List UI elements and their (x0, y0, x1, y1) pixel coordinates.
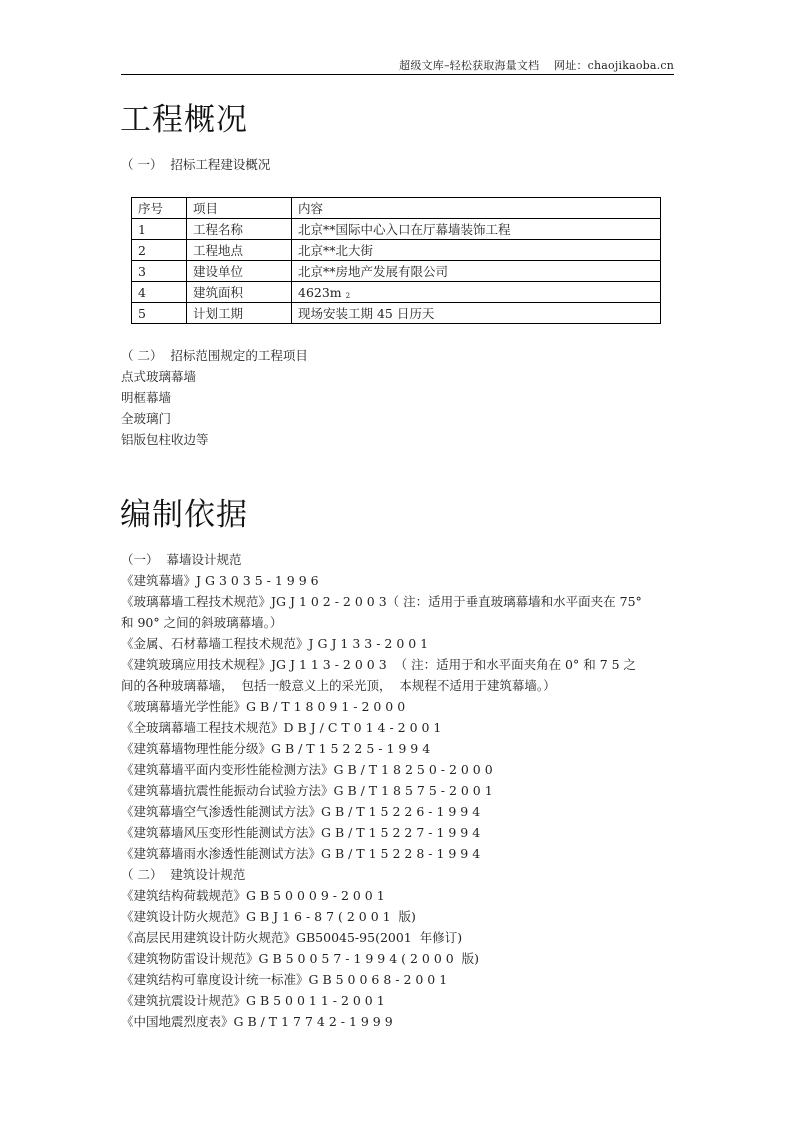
table-cell: 北京**房地产发展有限公司 (292, 261, 661, 282)
spec-line: 和 90° 之间的斜玻璃幕墙。） (121, 615, 283, 630)
table-row (132, 240, 661, 261)
spec-line: 《建筑幕墙雨水渗透性能测试方法》G B / T 1 5 2 2 8 - 1 9 9 4 (121, 846, 481, 861)
table-cell: 4 (132, 282, 187, 303)
table-header-cell: 内容 (292, 198, 661, 219)
table-header-cell: 序号 (132, 198, 187, 219)
scope-item: 明框幕墙 (121, 390, 172, 405)
table-cell (292, 282, 661, 303)
scope-item: 全玻璃门 (121, 411, 172, 426)
spec-line: 《中国地震烈度表》G B / T 1 7 7 4 2 - 1 9 9 9 (121, 1014, 393, 1029)
spec-line: 《全玻璃幕墙工程技术规范》D B J / C T 0 1 4 - 2 0 0 1 (121, 720, 442, 735)
table-cell: 计划工期 (187, 303, 292, 324)
table-cell: 北京**国际中心入口在厅幕墙装饰工程 (292, 219, 661, 240)
page-header (121, 56, 674, 75)
table-cell: 5 (132, 303, 187, 324)
spec-line: 《建筑抗震设计规范》G B 5 0 0 1 1 - 2 0 0 1 (121, 993, 385, 1008)
table-cell: 建筑面积 (187, 282, 292, 303)
spec-line: 《建筑设计防火规范》G B J 1 6 - 8 7 ( 2 0 0 1 版) (121, 909, 416, 924)
spec-line: 《玻璃幕墙工程技术规范》JG J 1 0 2 - 2 0 0 3（ 注：适用于垂直玻璃幕墙和水平面夹在 75° (121, 594, 642, 609)
table-header-row (132, 198, 661, 219)
table-cell: 现场安装工期 45 日历天 (292, 303, 661, 324)
table-cell: 工程地点 (187, 240, 292, 261)
section-title-overview: 工程概况 (120, 102, 248, 138)
table-cell: 建设单位 (187, 261, 292, 282)
spec-line: 《建筑幕墙平面内变形性能检测方法》G B / T 1 8 2 5 0 - 2 0 0 0 (121, 762, 493, 777)
header-text: 超级文库–轻松获取海量文档 网址：chaojikaoba.cn (399, 59, 674, 72)
spec-line: 《建筑物防雷设计规范》G B 5 0 0 5 7 - 1 9 9 4 ( 2 0 0 0 版) (121, 951, 480, 966)
area-value: 4623m (298, 284, 342, 300)
subsection-heading-bidding-scope: （ 二） 招标范围规定的工程项目 (121, 348, 308, 363)
table-cell: 工程名称 (187, 219, 292, 240)
table-row (132, 219, 661, 240)
table-cell: 1 (132, 219, 187, 240)
table-cell: 2 (132, 240, 187, 261)
area-unit-superscript: 2 (345, 291, 351, 300)
table-cell: 北京**北大街 (292, 240, 661, 261)
scope-item: 点式玻璃幕墙 (121, 369, 197, 384)
project-info-table (131, 197, 661, 324)
spec-line: 《建筑幕墙空气渗透性能测试方法》G B / T 1 5 2 2 6 - 1 9 9 4 (121, 804, 481, 819)
section-title-basis: 编制依据 (120, 497, 248, 533)
spec-line: 间的各种玻璃幕墙， 包括一般意义上的采光顶， 本规程不适用于建筑幕墙。） (121, 678, 556, 693)
spec-line: 《玻璃幕墙光学性能》G B / T 1 8 0 9 1 - 2 0 0 0 (121, 699, 406, 714)
table-header-cell: 项目 (187, 198, 292, 219)
spec-line: 《建筑幕墙物理性能分级》G B / T 1 5 2 2 5 - 1 9 9 4 (121, 741, 431, 756)
spec-line: 《金属、石材幕墙工程技术规范》J G J 1 3 3 - 2 0 0 1 (121, 636, 429, 651)
subsection-heading-bidding-overview: （ 一） 招标工程建设概况 (121, 157, 271, 172)
spec-line: 《建筑幕墙》J G 3 0 3 5 - 1 9 9 6 (121, 573, 319, 588)
spec-line: 《高层民用建筑设计防火规范》GB50045-95(2001 年修订) (121, 930, 463, 945)
scope-item: 铝版包柱收边等 (121, 432, 209, 447)
spec-line: 《建筑玻璃应用技术规程》JG J 1 1 3 - 2 0 0 3 （ 注：适用于和水平面夹角在 0° 和 7 5 之 (121, 657, 637, 672)
spec-line: 《建筑幕墙抗震性能振动台试验方法》G B / T 1 8 5 7 5 - 2 0 0 1 (121, 783, 493, 798)
subsection-heading-building-specs: （ 二） 建筑设计规范 (121, 867, 246, 882)
subsection-heading-curtain-wall-specs: （一） 幕墙设计规范 (121, 552, 242, 567)
spec-line: 《建筑幕墙风压变形性能测试方法》G B / T 1 5 2 2 7 - 1 9 9 4 (121, 825, 481, 840)
spec-line: 《建筑结构可靠度设计统一标准》G B 5 0 0 6 8 - 2 0 0 1 (121, 972, 448, 987)
table-row (132, 303, 661, 324)
table-cell: 3 (132, 261, 187, 282)
spec-line: 《建筑结构荷载规范》G B 5 0 0 0 9 - 2 0 0 1 (121, 888, 385, 903)
table-row (132, 282, 661, 303)
table-row (132, 261, 661, 282)
